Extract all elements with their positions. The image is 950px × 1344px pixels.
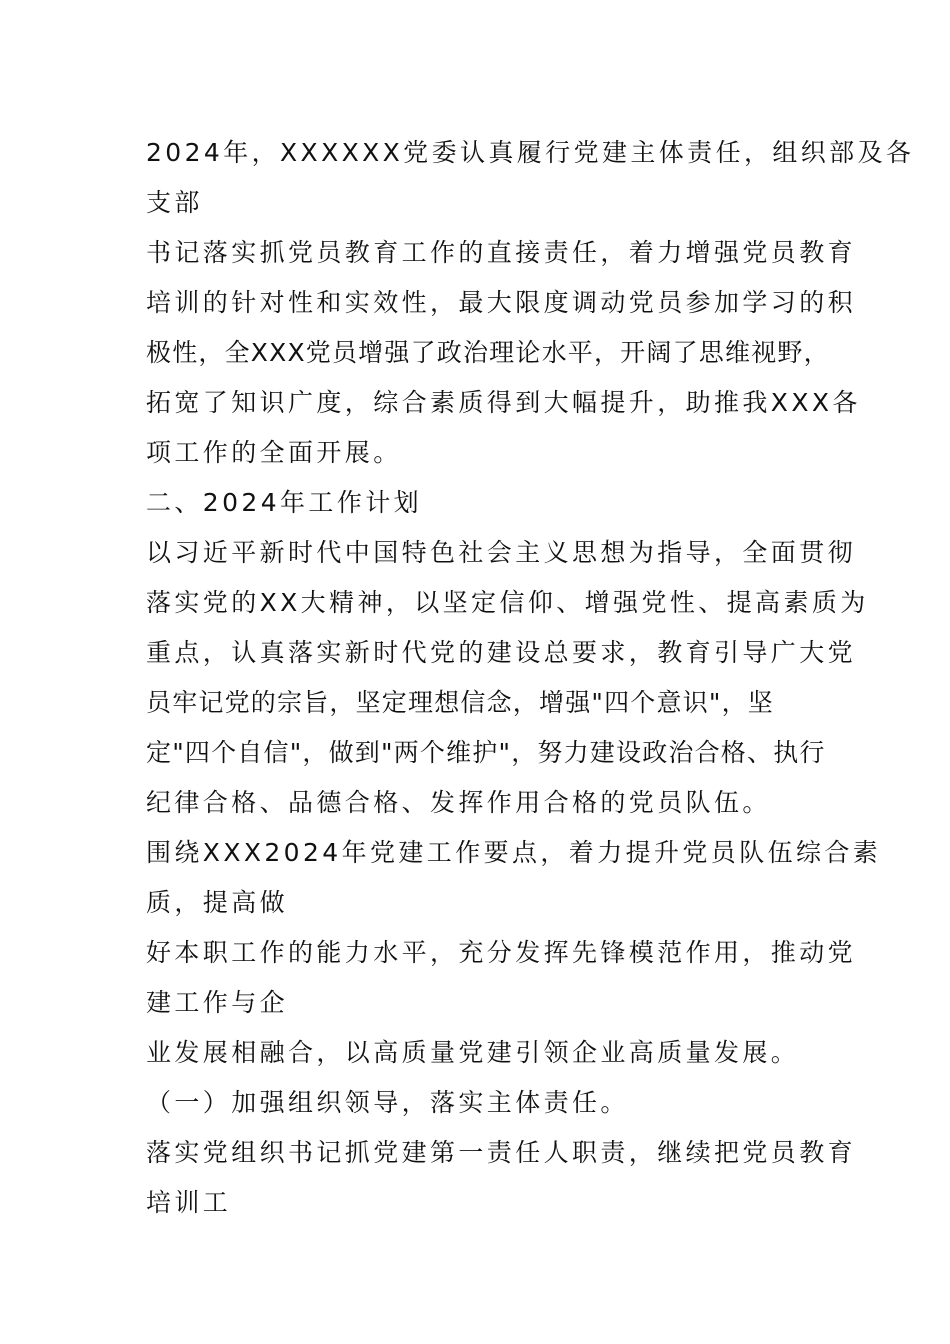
body-text [146,128,915,1228]
subsection-heading: （一）加强组织领导，落实主体责任。 [146,1088,629,1117]
text-line: 纪律合格、品德合格、发挥作用合格的党员队伍。 [146,788,771,817]
text-line: 建工作与企 [146,988,289,1017]
text-line: 好本职工作的能力水平，充分发挥先锋模范作用，推动党 [146,938,857,967]
text-line: 2024年，XXXXXX党委认真履行党建主体责任，组织部及各 [146,138,915,167]
section-heading: 二、2024年工作计划 [146,488,423,517]
text-line: 围绕XXX2024年党建工作要点，着力提升党员队伍综合素 [146,838,882,867]
text-line: 定"四个自信"，做到"两个维护"，努力建设政治合格、执行 [146,738,826,767]
text-line: 重点，认真落实新时代党的建设总要求，教育引导广大党 [146,638,857,667]
text-line: 质，提高做 [146,888,289,917]
text-line: 项工作的全面开展。 [146,438,402,467]
text-line: 书记落实抓党员教育工作的直接责任，着力增强党员教育 [146,238,857,267]
text-line: 拓宽了知识广度，综合素质得到大幅提升，助推我XXX各 [146,388,861,417]
text-line: 极性，全XXX党员增强了政治理论水平，开阔了思维视野， [146,338,830,367]
text-line: 业发展相融合，以高质量党建引领企业高质量发展。 [146,1038,800,1067]
text-line: 培训工 [146,1188,232,1217]
text-line: 支部 [146,188,203,217]
text-line: 落实党组织书记抓党建第一责任人职责，继续把党员教育 [146,1138,857,1167]
text-line: 培训的针对性和实效性，最大限度调动党员参加学习的积 [146,288,857,317]
text-line: 以习近平新时代中国特色社会主义思想为指导，全面贯彻 [146,538,857,567]
text-line: 落实党的XX大精神，以坚定信仰、增强党性、提高素质为 [146,588,869,617]
text-line: 员牢记党的宗旨，坚定理想信念，增强"四个意识"，坚 [146,688,775,717]
